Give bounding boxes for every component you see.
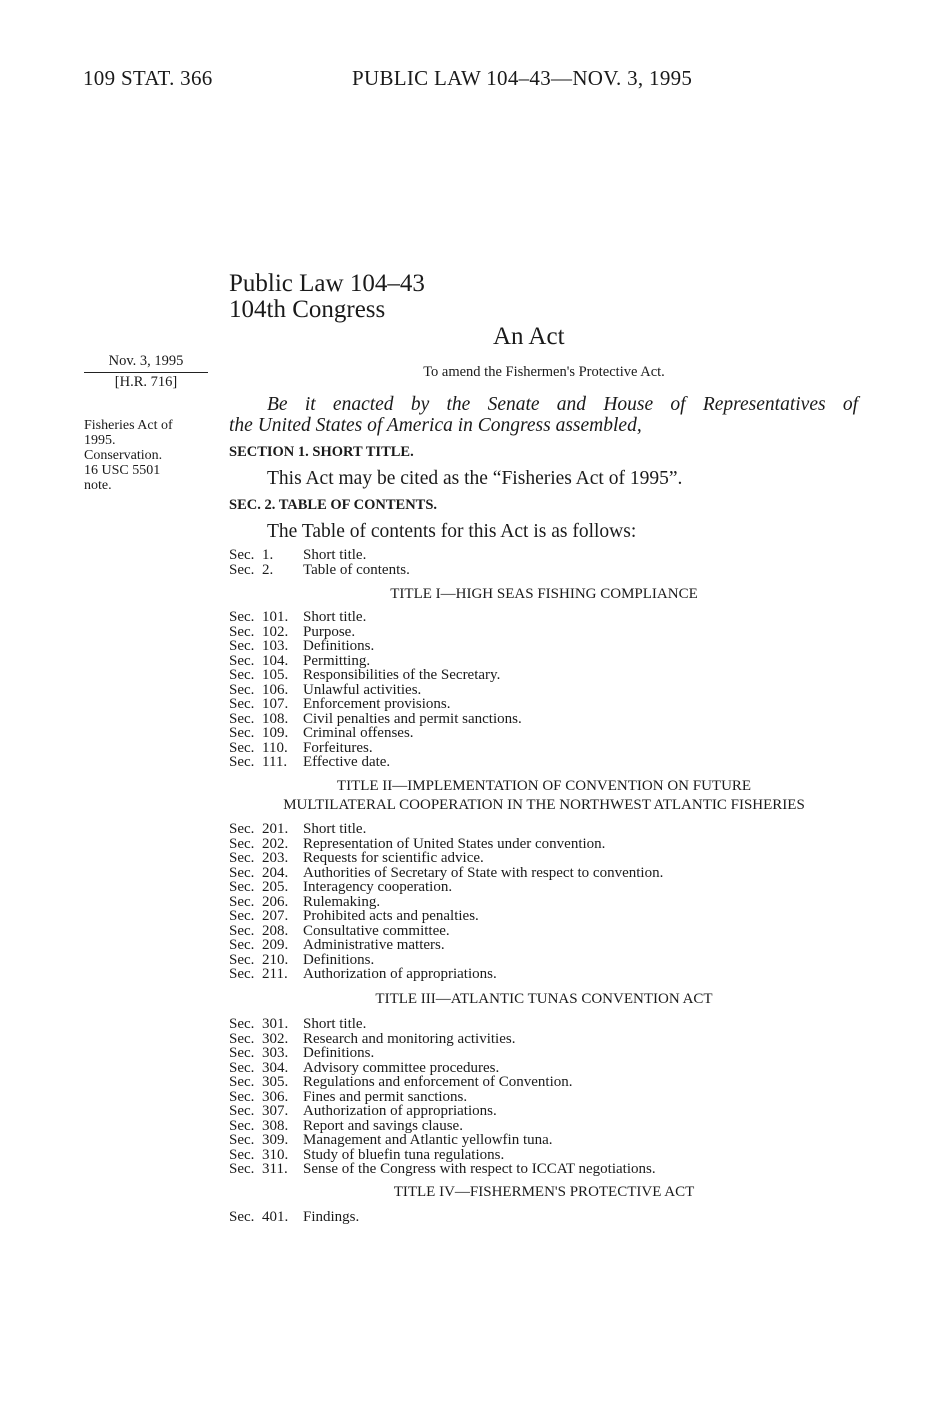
- toc-sec-number: 305.: [262, 1074, 289, 1090]
- toc-sec-number: 102.: [262, 623, 289, 640]
- toc-sec-label: Sec.: [229, 623, 255, 640]
- toc-sec-title: Regulations and enforcement of Convention.: [303, 1074, 573, 1090]
- toc-sec-title: Requests for scientific advice.: [303, 850, 484, 866]
- toc-entry: [229, 880, 663, 895]
- toc-sec-title: Findings.: [303, 1209, 360, 1225]
- toc-sec-label: Sec.: [229, 1045, 255, 1061]
- running-title: PUBLIC LAW 104–43—NOV. 3, 1995: [352, 66, 693, 90]
- toc-sec-number: 108.: [262, 710, 289, 727]
- toc-sec-number: 307.: [262, 1103, 289, 1119]
- sidebar-bill: [H.R. 716]: [114, 374, 178, 390]
- toc-entry: [229, 697, 522, 712]
- toc-entry: [229, 668, 522, 683]
- toc-sec-title: Civil penalties and permit sanctions.: [303, 710, 522, 727]
- sidebar-note: Conservation.: [84, 448, 163, 463]
- toc-entry: [229, 1046, 656, 1061]
- toc-sec-title: Short title.: [303, 821, 367, 837]
- toc-sec-number: 206.: [262, 893, 289, 910]
- toc-sec-label: Sec.: [229, 547, 255, 563]
- section2-heading: SEC. 2. TABLE OF CONTENTS.: [229, 497, 438, 513]
- toc-entry: [229, 654, 522, 669]
- sidebar-date: Nov. 3, 1995: [108, 353, 184, 369]
- toc-entry: [229, 909, 663, 924]
- toc-sec-number: 210.: [262, 951, 289, 968]
- toc-entry: [229, 1104, 656, 1119]
- toc-entry: [229, 1210, 359, 1225]
- toc-sec-number: 204.: [262, 864, 289, 881]
- title-heading-line: TITLE III—ATLANTIC TUNAS CONVENTION ACT: [375, 991, 713, 1007]
- toc-entry: [229, 1017, 656, 1032]
- sidebar-note: 1995.: [84, 433, 116, 448]
- sidebar-note: Fisheries Act of: [84, 418, 173, 433]
- toc-sec-title: Management and Atlantic yellowfin tuna.: [303, 1132, 553, 1148]
- toc-sec-number: 106.: [262, 681, 289, 698]
- toc-sec-label: Sec.: [229, 609, 255, 625]
- toc-sec-number: 310.: [262, 1146, 289, 1163]
- enacting-clause-line1: Be it enacted by the Senate and House of Representatives of: [267, 394, 858, 415]
- toc-sec-number: 207.: [262, 908, 289, 924]
- toc-sec-label: Sec.: [229, 561, 255, 578]
- toc-sec-label: Sec.: [229, 696, 255, 712]
- toc-sec-title: Interagency cooperation.: [303, 879, 453, 895]
- section1-heading: SECTION 1. SHORT TITLE.: [229, 444, 414, 460]
- toc-sec-label: Sec.: [229, 739, 255, 756]
- title-section-list: [229, 1017, 656, 1177]
- toc-sec-number: 205.: [262, 879, 289, 895]
- toc-sec-number: 303.: [262, 1045, 289, 1061]
- toc-sec-label: Sec.: [229, 966, 255, 982]
- toc-entry: [229, 822, 663, 837]
- toc-entry: [229, 755, 522, 770]
- sidebar-divider: [84, 372, 208, 373]
- toc-sec-number: 209.: [262, 937, 289, 953]
- toc-sec-title: Forfeitures.: [303, 739, 373, 756]
- act-heading: An Act: [493, 323, 565, 350]
- toc-sec-title: Authorities of Secretary of State with respect to convention.: [303, 864, 664, 881]
- toc-sec-label: Sec.: [229, 1030, 255, 1047]
- toc-entry: [229, 924, 663, 939]
- toc-entry: [229, 639, 522, 654]
- toc-sec-label: Sec.: [229, 1117, 255, 1134]
- toc-entry: [229, 1133, 656, 1148]
- toc-sec-title: Definitions.: [303, 638, 375, 654]
- toc-entry: [229, 625, 522, 640]
- toc-sec-label: Sec.: [229, 893, 255, 910]
- toc-sec-title: Study of bluefin tuna regulations.: [303, 1146, 505, 1163]
- toc-sec-label: Sec.: [229, 1059, 255, 1076]
- toc-sec-number: 111.: [262, 754, 288, 770]
- toc-entry: [229, 866, 663, 881]
- toc-sec-number: 302.: [262, 1030, 289, 1047]
- toc-sec-title: Research and monitoring activities.: [303, 1030, 516, 1047]
- title-section-list: [229, 1210, 359, 1225]
- toc-sec-title: Responsibilities of the Secretary.: [303, 667, 501, 683]
- toc-entry: [229, 683, 522, 698]
- toc-sec-label: Sec.: [229, 725, 255, 741]
- toc-entry: [229, 610, 522, 625]
- toc-sec-label: Sec.: [229, 1146, 255, 1163]
- toc-sec-label: Sec.: [229, 922, 255, 939]
- section1-text: This Act may be cited as the “Fisheries Act of 1995”.: [267, 468, 683, 489]
- toc-sec-number: 308.: [262, 1117, 289, 1134]
- toc-entry: [229, 895, 663, 910]
- toc-entry: [229, 1162, 656, 1177]
- toc-sec-label: Sec.: [229, 835, 255, 852]
- toc-sec-number: 107.: [262, 696, 289, 712]
- toc-entry: [229, 563, 410, 578]
- toc-sec-label: Sec.: [229, 821, 255, 837]
- toc-sec-label: Sec.: [229, 1088, 255, 1105]
- toc-entry: [229, 837, 663, 852]
- toc-sec-number: 309.: [262, 1132, 289, 1148]
- title-section-list: [229, 610, 522, 770]
- toc-entry: [229, 1061, 656, 1076]
- toc-sec-title: Authorization of appropriations.: [303, 1103, 497, 1119]
- toc-entry: [229, 726, 522, 741]
- toc-sec-number: 110.: [262, 739, 288, 756]
- toc-sec-title: Short title.: [303, 1016, 367, 1032]
- toc-sec-title: Sense of the Congress with respect to ICCAT negotiations.: [303, 1161, 656, 1177]
- toc-sec-title: Short title.: [303, 609, 367, 625]
- toc-sec-number: 306.: [262, 1088, 289, 1105]
- toc-entry: [229, 1119, 656, 1134]
- toc-sec-number: 1.: [262, 547, 274, 563]
- toc-sec-label: Sec.: [229, 710, 255, 727]
- toc-sec-number: 201.: [262, 821, 289, 837]
- toc-sec-label: Sec.: [229, 1016, 255, 1032]
- title-heading: [229, 990, 859, 1009]
- toc-entry: [229, 938, 663, 953]
- toc-sec-title: Authorization of appropriations.: [303, 966, 497, 982]
- title-heading-line: TITLE IV—FISHERMEN'S PROTECTIVE ACT: [393, 1184, 695, 1200]
- law-number: Public Law 104–43: [229, 270, 425, 297]
- toc-sec-label: Sec.: [229, 638, 255, 654]
- toc-sec-title: Enforcement provisions.: [303, 696, 451, 712]
- toc-sec-number: 401.: [262, 1209, 289, 1225]
- congress: 104th Congress: [229, 296, 386, 323]
- toc-sec-title: Prohibited acts and penalties.: [303, 908, 479, 924]
- toc-sec-title: Representation of United States under convention.: [303, 835, 606, 852]
- title-heading: [229, 1183, 859, 1202]
- toc-entry: [229, 1148, 656, 1163]
- title-heading: [229, 585, 859, 604]
- toc-sec-number: 2.: [262, 561, 274, 578]
- toc-sec-label: Sec.: [229, 652, 255, 669]
- toc-sec-number: 203.: [262, 850, 289, 866]
- toc-sec-title: Fines and permit sanctions.: [303, 1088, 468, 1105]
- toc-sec-label: Sec.: [229, 667, 255, 683]
- toc-sec-number: 311.: [262, 1161, 288, 1177]
- enacting-clause-line2: the United States of America in Congress assembled,: [229, 415, 642, 436]
- toc-intro-list: [229, 548, 410, 577]
- toc-sec-label: Sec.: [229, 1074, 255, 1090]
- toc-sec-number: 211.: [262, 966, 288, 982]
- toc-sec-label: Sec.: [229, 1209, 255, 1225]
- toc-sec-label: Sec.: [229, 754, 255, 770]
- toc-sec-title: Unlawful activities.: [303, 681, 422, 698]
- toc-sec-title: Definitions.: [303, 1045, 375, 1061]
- page-stat-number: 109 STAT. 366: [83, 66, 213, 90]
- toc-sec-title: Purpose.: [303, 623, 356, 640]
- sidebar-notes: [84, 418, 173, 493]
- toc-sec-title: Advisory committee procedures.: [303, 1059, 500, 1076]
- toc-sec-label: Sec.: [229, 1103, 255, 1119]
- toc-sec-title: Administrative matters.: [303, 937, 445, 953]
- toc-sec-title: Definitions.: [303, 951, 375, 968]
- toc-sec-title: Effective date.: [303, 754, 391, 770]
- toc-entry: [229, 1075, 656, 1090]
- toc-entry: [229, 548, 410, 563]
- toc-sec-number: 301.: [262, 1016, 289, 1032]
- toc-sec-label: Sec.: [229, 1132, 255, 1148]
- sidebar-note: note.: [84, 478, 112, 493]
- toc-sec-title: Criminal offenses.: [303, 725, 414, 741]
- toc-sec-title: Report and savings clause.: [303, 1117, 463, 1134]
- toc-entry: [229, 953, 663, 968]
- toc-sec-label: Sec.: [229, 864, 255, 881]
- title-section-list: [229, 822, 663, 982]
- toc-sec-label: Sec.: [229, 850, 255, 866]
- act-purpose: To amend the Fishermen's Protective Act.: [423, 364, 665, 380]
- toc-sec-label: Sec.: [229, 1161, 255, 1177]
- toc-sec-label: Sec.: [229, 879, 255, 895]
- toc-entry: [229, 851, 663, 866]
- toc-sec-number: 101.: [262, 609, 289, 625]
- title-heading-line: MULTILATERAL COOPERATION IN THE NORTHWEST ATLANTIC FISHERIES: [283, 797, 805, 813]
- toc-sec-number: 202.: [262, 835, 289, 852]
- toc-sec-label: Sec.: [229, 681, 255, 698]
- toc-sec-label: Sec.: [229, 937, 255, 953]
- toc-sec-title: Rulemaking.: [303, 893, 381, 910]
- toc-sec-title: Permitting.: [303, 652, 371, 669]
- title-heading-line: TITLE I—HIGH SEAS FISHING COMPLIANCE: [390, 586, 698, 602]
- sidebar-note: 16 USC 5501: [84, 463, 161, 478]
- section2-text: The Table of contents for this Act is as follows:: [267, 521, 637, 542]
- toc-entry: [229, 1090, 656, 1105]
- toc-sec-number: 304.: [262, 1059, 289, 1076]
- toc-sec-title: Short title.: [303, 547, 367, 563]
- toc-sec-label: Sec.: [229, 908, 255, 924]
- toc-entry: [229, 712, 522, 727]
- toc-sec-number: 109.: [262, 725, 289, 741]
- toc-entry: [229, 741, 522, 756]
- toc-sec-label: Sec.: [229, 951, 255, 968]
- title-heading-line: TITLE II—IMPLEMENTATION OF CONVENTION ON FUTURE: [336, 778, 752, 794]
- toc-sec-title: Consultative committee.: [303, 922, 450, 939]
- title-heading: [229, 777, 859, 815]
- toc-sec-number: 104.: [262, 652, 289, 669]
- toc-entry: [229, 1032, 656, 1047]
- toc-sec-number: 208.: [262, 922, 289, 939]
- toc-entry: [229, 967, 663, 982]
- toc-sec-number: 105.: [262, 667, 289, 683]
- toc-sec-number: 103.: [262, 638, 289, 654]
- toc-sec-title: Table of contents.: [303, 561, 410, 578]
